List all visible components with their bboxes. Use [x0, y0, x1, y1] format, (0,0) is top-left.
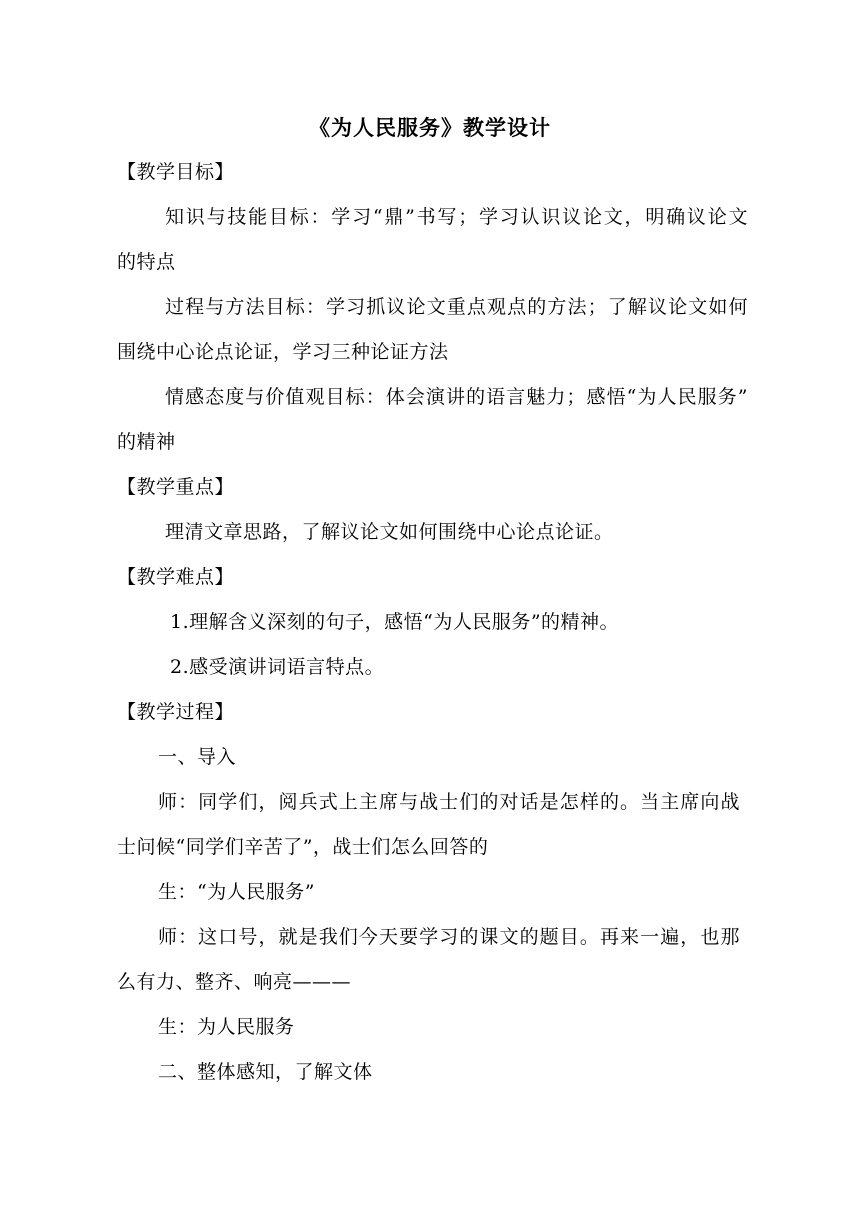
- document-title: 《为人民服务》教学设计: [309, 116, 551, 140]
- difficulty-item-1: 1.理解含义深刻的句子，感悟“为人民服务”的精神。: [170, 611, 620, 633]
- objective-knowledge-line1: 知识与技能目标：学习“鼎”书写；学习认识议论文，明确议论文: [165, 206, 748, 228]
- step2-title: 二、整体感知，了解文体: [158, 1061, 373, 1083]
- objectives-heading: 【教学目标】: [117, 161, 235, 183]
- difficulty-item-2: 2.感受演讲词语言特点。: [170, 656, 385, 678]
- objective-knowledge-line2: 的特点: [117, 251, 176, 273]
- teacher1-line1: 师：同学们，阅兵式上主席与战士们的对话是怎样的。当主席向战: [158, 791, 740, 813]
- teacher2-line1: 师：这口号，就是我们今天要学习的课文的题目。再来一遍，也那: [158, 926, 740, 948]
- teacher1-line2: 士问候“同学们辛苦了”，战士们怎么回答的: [117, 836, 489, 858]
- student1-reply: 生：“为人民服务”: [158, 881, 315, 903]
- objective-process-line1: 过程与方法目标：学习抓议论文重点观点的方法；了解议论文如何: [165, 296, 748, 318]
- teacher2-line2: 么有力、整齐、响亮———: [117, 971, 352, 993]
- step1-title: 一、导入: [158, 746, 237, 768]
- objective-emotion-line1: 情感态度与价值观目标：体会演讲的语言魅力；感悟“为人民服务”: [165, 386, 748, 408]
- process-heading: 【教学过程】: [117, 701, 235, 723]
- key-points-heading: 【教学重点】: [117, 476, 235, 498]
- difficulties-heading: 【教学难点】: [117, 566, 235, 588]
- student2-reply: 生：为人民服务: [158, 1016, 295, 1038]
- key-points-text: 理清文章思路，了解议论文如何围绕中心论点论证。: [165, 521, 614, 543]
- objective-process-line2: 围绕中心论点论证，学习三种论证方法: [117, 341, 449, 363]
- objective-emotion-line2: 的精神: [117, 431, 176, 453]
